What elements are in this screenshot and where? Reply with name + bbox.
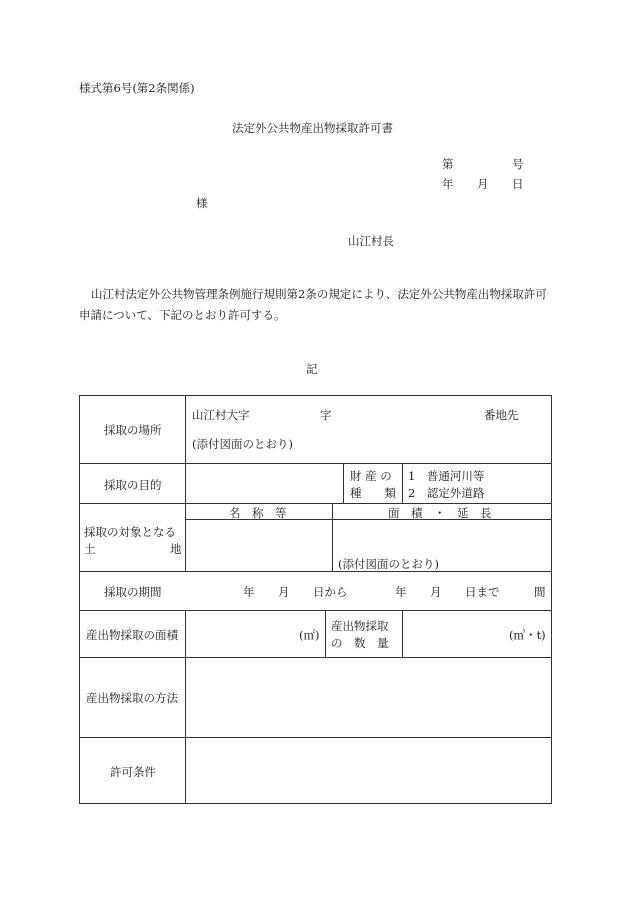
location-village: 山江村大字 <box>192 408 250 422</box>
location-aza: 字 <box>320 408 332 422</box>
target-note: (添付図面のとおり) <box>338 557 439 571</box>
period-to-day: 日まで <box>465 585 500 599</box>
date-year: 年 <box>442 177 454 191</box>
body-paragraph: 山江村法定外公共物管理条例施行規則第2条の規定により、法定外公共物産出物採取許可申請について、下記のとおり許可する。 <box>79 287 547 322</box>
addressee-honorific: 様 <box>196 196 208 210</box>
issuer-name: 山江村長 <box>348 234 394 248</box>
area-unit: (㎡) <box>299 628 320 642</box>
quantity-label-1: 産出物採取 <box>331 619 389 633</box>
period-from-day: 日から <box>313 585 348 599</box>
period-to-month: 月 <box>430 585 442 599</box>
asset-type-label-2: 種 類 <box>350 486 396 500</box>
location-banchi: 番地先 <box>484 408 519 422</box>
date-day: 日 <box>512 177 524 191</box>
area-label: 産出物採取の面積 <box>86 628 178 642</box>
conditions-label: 許可条件 <box>110 765 156 779</box>
period-duration: 間 <box>534 585 546 599</box>
target-col-name: 名 称 等 <box>229 506 287 520</box>
target-label-2a: 土 <box>84 542 96 556</box>
location-note: (添付図面のとおり) <box>192 437 293 451</box>
number-suffix: 号 <box>512 157 524 171</box>
period-label: 採取の期間 <box>104 585 162 599</box>
period-from-month: 月 <box>278 585 290 599</box>
asset-type-label-1: 財 産 の <box>350 469 392 483</box>
period-to-year: 年 <box>395 585 407 599</box>
date-month: 月 <box>477 177 489 191</box>
form-number-label: 様式第6号(第2条関係) <box>79 81 195 95</box>
period-from-year: 年 <box>243 585 255 599</box>
target-label-2b: 地 <box>170 542 182 556</box>
target-col-area: 面 積 ・ 延 長 <box>388 506 492 520</box>
asset-option-river: 1 普通河川等 <box>408 469 485 483</box>
target-label-1: 採取の対象となる <box>84 525 176 539</box>
purpose-label: 採取の目的 <box>104 478 162 492</box>
number-prefix: 第 <box>442 157 454 171</box>
document-title: 法定外公共物産出物採取許可書 <box>232 121 393 135</box>
method-label: 産出物採取の方法 <box>86 691 178 705</box>
quantity-label-2: の 数 量 <box>331 636 389 650</box>
quantity-unit: (㎥・t) <box>509 628 546 642</box>
location-label: 採取の場所 <box>104 423 162 437</box>
ki-heading: 記 <box>306 362 318 376</box>
asset-option-road: 2 認定外道路 <box>408 486 485 500</box>
